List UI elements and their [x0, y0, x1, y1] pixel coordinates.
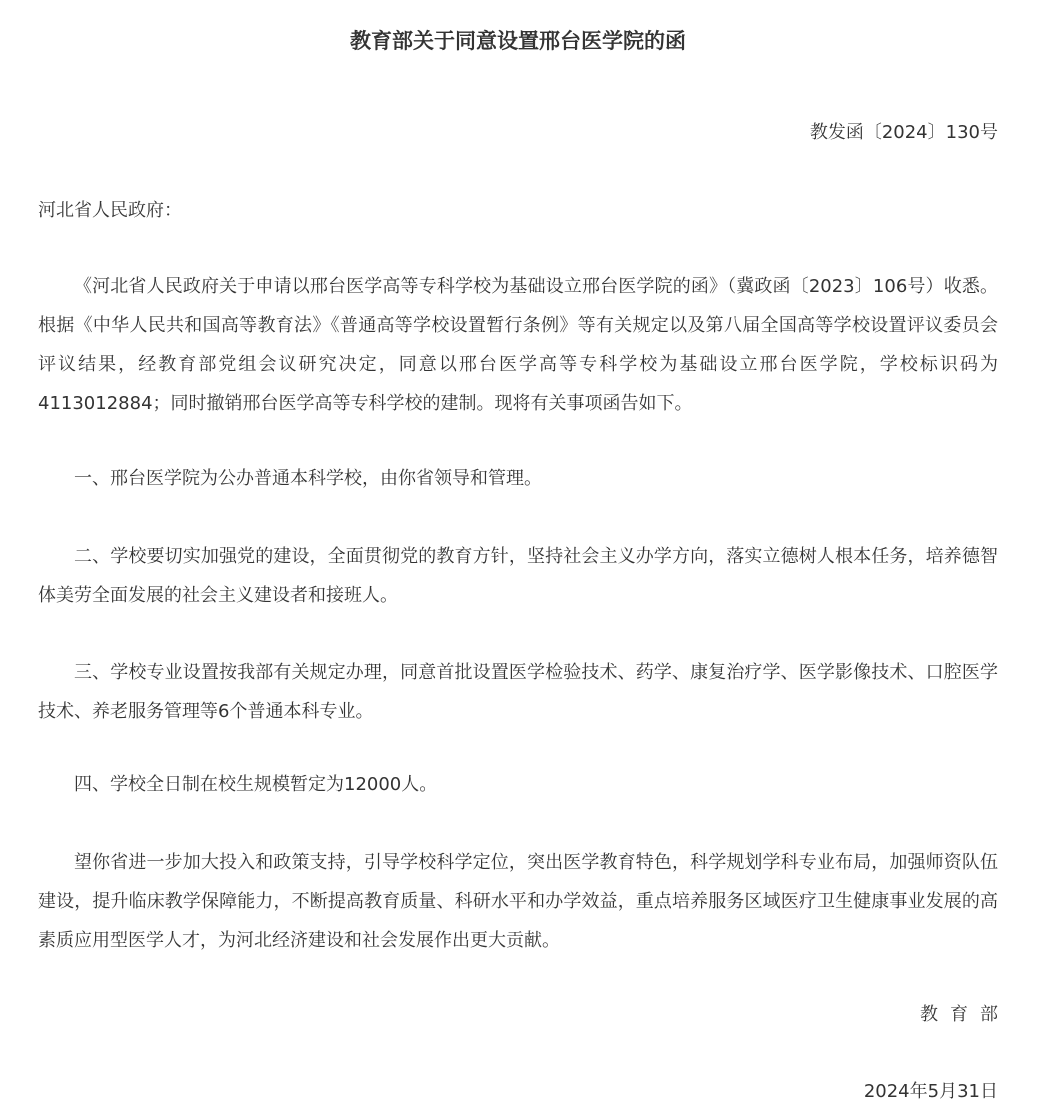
paragraph-item-1: 一、邢台医学院为公办普通本科学校，由你省领导和管理。: [74, 468, 542, 489]
document-date: 2024年5月31日: [863, 1081, 998, 1102]
paragraph-item-3: 三、学校专业设置按我部有关规定办理，同意首批设置医学检验技术、药学、康复治疗学、医学影像技术、口腔医学技术、养老服务管理等6个普通本科专业。: [38, 662, 998, 722]
paragraph-item-4: 四、学校全日制在校生规模暂定为12000人。: [74, 774, 438, 795]
paragraph-closing: 望你省进一步加大投入和政策支持，引导学校科学定位，突出医学教育特色，科学规划学科专业布局，加强师资队伍建设，提升临床教学保障能力，不断提高教育质量、科研水平和办学效益，重点培养服务区域医疗卫生健康事业发展的高素质应用型医学人才，为河北经济建设和社会发展作出更大贡献。: [38, 852, 998, 951]
addressee: 河北省人民政府：: [38, 200, 182, 221]
signer: 教育部: [920, 1004, 1010, 1025]
paragraph-item-2: 二、学校要切实加强党的建设，全面贯彻党的教育方针，坚持社会主义办学方向，落实立德树人根本任务，培养德智体美劳全面发展的社会主义建设者和接班人。: [38, 546, 998, 606]
document-number: 教发函〔2024〕130号: [809, 122, 998, 143]
paragraph-intro: 《河北省人民政府关于申请以邢台医学高等专科学校为基础设立邢台医学院的函》（冀政函〔2023〕106号）收悉。根据《中华人民共和国高等教育法》《普通高等学校设置暂行条例》等有关规定以及第八届全国高等学校设置评议委员会评议结果，经教育部党组会议研究决定，同意以邢台医学高等专科学校为基础设立邢台医学院，学校标识码为4113012884；同时撤销邢台医学高等专科学校的建制。现将有关事项函告如下。: [38, 276, 998, 414]
document-title: 教育部关于同意设置邢台医学院的函: [350, 29, 686, 53]
